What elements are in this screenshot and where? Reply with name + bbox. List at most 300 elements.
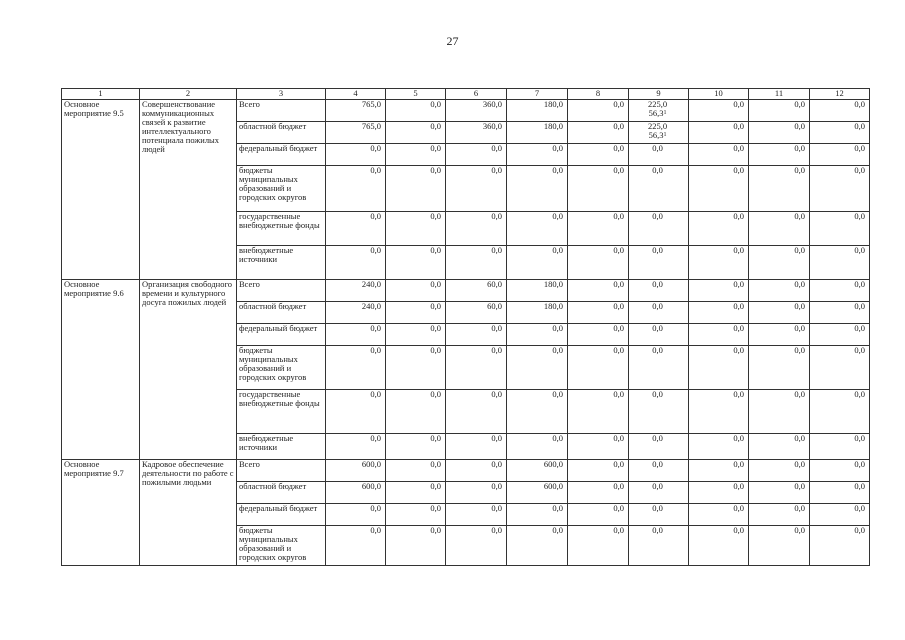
value-text: 0,0 xyxy=(613,279,624,289)
funding-source-cell: Всего xyxy=(237,280,326,302)
value-cell xyxy=(386,246,446,280)
value-text: 0,0 xyxy=(430,301,441,311)
event-name-cell: Кадровое обеспечение деятельности по работе с пожилыми людьми xyxy=(140,460,237,566)
value-cell xyxy=(568,302,629,324)
event-name-cell: Организация свободного времени и культурного досуга пожилых людей xyxy=(140,280,237,460)
value-text: 0,0 xyxy=(794,301,805,311)
header-row xyxy=(62,89,870,100)
value-cell xyxy=(446,122,507,144)
value-cell xyxy=(568,504,629,526)
value-text: 0,0 xyxy=(794,345,805,355)
value-cell xyxy=(689,302,749,324)
value-text: 600,0 xyxy=(543,481,563,491)
col-header: 12 xyxy=(810,89,870,100)
value-text: 0,0 xyxy=(491,323,502,333)
value-text: 0,0 xyxy=(613,433,624,443)
value-cell xyxy=(507,324,568,346)
value-cell xyxy=(386,460,446,482)
value-text: 0,0 xyxy=(430,143,441,153)
value-text: 0,0 xyxy=(613,165,624,175)
value-text: 0,0 xyxy=(733,245,744,255)
value-text: 0,0 xyxy=(491,245,502,255)
value-cell xyxy=(749,100,810,122)
value-cell xyxy=(810,144,870,166)
value-text: 0,0 xyxy=(794,481,805,491)
value-cell xyxy=(446,346,507,390)
table-row xyxy=(62,100,870,122)
value-text: 0,0 xyxy=(430,503,441,513)
value-extra xyxy=(631,131,684,140)
value-text: 0,0 xyxy=(430,459,441,469)
value-text: 0,0 xyxy=(733,503,744,513)
value-cell xyxy=(810,460,870,482)
value-text: 0,0 xyxy=(552,211,563,221)
value-cell xyxy=(629,482,689,504)
value-text: 180,0 xyxy=(543,99,563,109)
value-cell xyxy=(507,460,568,482)
value-text: 0,0 xyxy=(430,525,441,535)
value-cell xyxy=(507,434,568,460)
value-text: 0,0 xyxy=(430,121,441,131)
value-text: 0,0 xyxy=(613,301,624,311)
value-text: 0,0 xyxy=(794,121,805,131)
value-cell xyxy=(386,434,446,460)
value-text: 60,0 xyxy=(487,279,502,289)
value-cell xyxy=(326,504,386,526)
value-text: 0,0 xyxy=(552,143,563,153)
value-cell xyxy=(810,212,870,246)
value-cell xyxy=(326,302,386,324)
value-cell xyxy=(749,324,810,346)
value-text: 0,0 xyxy=(794,279,805,289)
value-cell xyxy=(629,122,689,144)
value-cell xyxy=(386,324,446,346)
value-text: 0,0 xyxy=(370,389,381,399)
value-cell xyxy=(810,302,870,324)
table-row xyxy=(62,280,870,302)
value-cell xyxy=(326,100,386,122)
value-cell xyxy=(689,246,749,280)
value-text: 360,0 xyxy=(482,121,502,131)
value-cell xyxy=(629,460,689,482)
value-text: 0,0 xyxy=(491,211,502,221)
value-text: 0,0 xyxy=(491,165,502,175)
value-text: 0,0 xyxy=(552,345,563,355)
value-cell xyxy=(386,526,446,566)
value-cell xyxy=(810,434,870,460)
value-text: 0,0 xyxy=(613,525,624,535)
value-text: 0,0 xyxy=(854,481,865,491)
col-header: 9 xyxy=(629,89,689,100)
value-cell xyxy=(507,100,568,122)
value-text: 0,0 xyxy=(430,245,441,255)
value-cell xyxy=(386,346,446,390)
value-cell xyxy=(749,212,810,246)
value-text: 0,0 xyxy=(794,211,805,221)
value-text: 0,0 xyxy=(794,433,805,443)
value-cell xyxy=(629,324,689,346)
value-text: 0,0 xyxy=(370,345,381,355)
value-text: 0,0 xyxy=(652,165,663,175)
value-cell xyxy=(749,526,810,566)
value-text: 0,0 xyxy=(652,245,663,255)
value-cell xyxy=(629,280,689,302)
value-text: 0,0 xyxy=(652,459,663,469)
value-cell xyxy=(689,434,749,460)
value-text: 0,0 xyxy=(491,525,502,535)
col-header: 8 xyxy=(568,89,629,100)
col-header: 11 xyxy=(749,89,810,100)
value-text: 0,0 xyxy=(652,345,663,355)
value-cell xyxy=(507,390,568,434)
value-cell xyxy=(749,280,810,302)
value-cell xyxy=(629,246,689,280)
value-cell xyxy=(386,302,446,324)
value-text: 0,0 xyxy=(430,345,441,355)
value-cell xyxy=(810,122,870,144)
value-text: 0,0 xyxy=(491,503,502,513)
value-cell xyxy=(689,212,749,246)
value-cell xyxy=(326,324,386,346)
value-text: 0,0 xyxy=(794,323,805,333)
value-cell xyxy=(810,482,870,504)
value-cell xyxy=(326,144,386,166)
value-cell xyxy=(326,246,386,280)
funding-source-cell: внебюджетные источники xyxy=(237,246,326,280)
value-cell xyxy=(446,482,507,504)
value-cell xyxy=(749,482,810,504)
value-cell xyxy=(507,166,568,212)
value-text: 0,0 xyxy=(854,143,865,153)
value-cell xyxy=(446,324,507,346)
footnote-mark: 1 xyxy=(663,132,667,138)
value-cell xyxy=(446,504,507,526)
value-text: 0,0 xyxy=(794,143,805,153)
value-cell xyxy=(689,390,749,434)
value-cell xyxy=(568,280,629,302)
value-cell xyxy=(749,390,810,434)
col-header: 10 xyxy=(689,89,749,100)
value-cell xyxy=(326,122,386,144)
value-cell xyxy=(810,280,870,302)
value-cell xyxy=(689,324,749,346)
value-cell xyxy=(446,166,507,212)
value-cell xyxy=(386,166,446,212)
value-text: 0,0 xyxy=(430,99,441,109)
value-cell xyxy=(568,346,629,390)
value-cell xyxy=(507,526,568,566)
value-cell xyxy=(386,504,446,526)
value-cell xyxy=(629,504,689,526)
value-cell xyxy=(689,460,749,482)
value-text: 0,0 xyxy=(370,525,381,535)
value-cell xyxy=(629,144,689,166)
value-text: 0,0 xyxy=(370,323,381,333)
value-cell xyxy=(568,390,629,434)
value-text: 0,0 xyxy=(733,279,744,289)
event-code-cell: Основное мероприятие 9.7 xyxy=(62,460,140,566)
value-cell xyxy=(568,482,629,504)
value-text: 0,0 xyxy=(854,165,865,175)
funding-source-cell: федеральный бюджет xyxy=(237,324,326,346)
value-text: 0,0 xyxy=(613,143,624,153)
value-text: 0,0 xyxy=(613,481,624,491)
value-cell xyxy=(446,246,507,280)
value-text: 0,0 xyxy=(552,245,563,255)
value-text: 600,0 xyxy=(543,459,563,469)
event-name-cell: Совершенствование коммуникационных связей к развитие интеллектуального потенциала пожилых людей xyxy=(140,100,237,280)
funding-source-cell: Всего xyxy=(237,460,326,482)
value-cell xyxy=(507,212,568,246)
value-text: 0,0 xyxy=(491,481,502,491)
value-text: 0,0 xyxy=(854,459,865,469)
value-text: 0,0 xyxy=(491,459,502,469)
value-text: 0,0 xyxy=(733,301,744,311)
value-cell xyxy=(749,434,810,460)
value-text: 0,0 xyxy=(854,525,865,535)
value-text: 180,0 xyxy=(543,121,563,131)
value-text: 0,0 xyxy=(613,99,624,109)
value-text: 0,0 xyxy=(733,389,744,399)
value-cell xyxy=(507,280,568,302)
value-text: 0,0 xyxy=(652,433,663,443)
value-cell xyxy=(749,166,810,212)
value-text: 0,0 xyxy=(733,323,744,333)
value-text: 0,0 xyxy=(794,99,805,109)
value-cell xyxy=(749,504,810,526)
value-text: 0,0 xyxy=(552,525,563,535)
value-text: 0,0 xyxy=(552,323,563,333)
value-cell xyxy=(446,144,507,166)
value-cell xyxy=(326,212,386,246)
value-cell xyxy=(749,122,810,144)
value-text: 0,0 xyxy=(370,165,381,175)
value-text: 0,0 xyxy=(733,433,744,443)
value-cell xyxy=(446,280,507,302)
value-cell xyxy=(810,100,870,122)
value-text: 0,0 xyxy=(370,433,381,443)
value-text: 0,0 xyxy=(613,211,624,221)
value-text: 765,0 xyxy=(361,99,381,109)
value-text: 180,0 xyxy=(543,279,563,289)
value-cell xyxy=(326,434,386,460)
value-cell xyxy=(446,434,507,460)
value-cell xyxy=(507,302,568,324)
value-text: 0,0 xyxy=(491,345,502,355)
value-text: 240,0 xyxy=(361,301,381,311)
value-cell xyxy=(629,346,689,390)
value-text: 765,0 xyxy=(361,121,381,131)
value-text: 0,0 xyxy=(854,99,865,109)
value-text: 0,0 xyxy=(652,301,663,311)
value-text: 60,0 xyxy=(487,301,502,311)
value-cell xyxy=(386,482,446,504)
value-cell xyxy=(507,246,568,280)
value-text: 0,0 xyxy=(733,525,744,535)
value-text: 0,0 xyxy=(854,389,865,399)
funding-source-cell: государственные внебюджетные фонды xyxy=(237,212,326,246)
value-text: 0,0 xyxy=(854,345,865,355)
value-cell xyxy=(446,526,507,566)
value-cell xyxy=(568,212,629,246)
col-header: 7 xyxy=(507,89,568,100)
value-text: 0,0 xyxy=(854,121,865,131)
value-cell xyxy=(568,144,629,166)
value-text: 0,0 xyxy=(733,345,744,355)
value-text: 0,0 xyxy=(430,323,441,333)
value-cell xyxy=(629,434,689,460)
value-text: 0,0 xyxy=(794,165,805,175)
value-cell xyxy=(568,460,629,482)
value-cell xyxy=(446,212,507,246)
value-cell xyxy=(446,100,507,122)
value-cell xyxy=(810,166,870,212)
value-text: 0,0 xyxy=(613,389,624,399)
value-text: 0,0 xyxy=(613,323,624,333)
value-text: 0,0 xyxy=(854,503,865,513)
value-text: 0,0 xyxy=(854,211,865,221)
value-cell xyxy=(629,390,689,434)
value-cell xyxy=(446,390,507,434)
value-cell xyxy=(689,144,749,166)
funding-source-cell: федеральный бюджет xyxy=(237,144,326,166)
funding-source-cell: бюджеты муниципальных образований и городских округов xyxy=(237,346,326,390)
value-cell xyxy=(326,482,386,504)
value-text: 0,0 xyxy=(491,389,502,399)
value-text: 0,0 xyxy=(430,211,441,221)
value-text: 360,0 xyxy=(482,99,502,109)
value-text: 0,0 xyxy=(794,503,805,513)
value-cell xyxy=(446,302,507,324)
value-cell xyxy=(629,302,689,324)
value-cell xyxy=(810,246,870,280)
value-text: 0,0 xyxy=(491,143,502,153)
value-cell xyxy=(568,434,629,460)
value-text: 240,0 xyxy=(361,279,381,289)
value-text: 0,0 xyxy=(613,245,624,255)
event-code-cell: Основное мероприятие 9.6 xyxy=(62,280,140,460)
value-cell xyxy=(810,346,870,390)
value-cell xyxy=(689,504,749,526)
value-text: 0,0 xyxy=(733,211,744,221)
value-text: 0,0 xyxy=(613,345,624,355)
value-text: 0,0 xyxy=(430,165,441,175)
value-cell xyxy=(810,324,870,346)
value-cell xyxy=(689,100,749,122)
funding-source-cell: бюджеты муниципальных образований и городских округов xyxy=(237,526,326,566)
value-cell xyxy=(568,166,629,212)
value-cell xyxy=(629,212,689,246)
value-cell xyxy=(749,460,810,482)
value-text: 180,0 xyxy=(543,301,563,311)
value-text: 0,0 xyxy=(733,143,744,153)
value-cell xyxy=(386,144,446,166)
funding-source-cell: государственные внебюджетные фонды xyxy=(237,390,326,434)
funding-source-cell: бюджеты муниципальных образований и городских округов xyxy=(237,166,326,212)
value-text: 600,0 xyxy=(361,459,381,469)
value-text: 0,0 xyxy=(430,389,441,399)
funding-source-cell: Всего xyxy=(237,100,326,122)
col-header: 2 xyxy=(140,89,237,100)
value-cell xyxy=(386,100,446,122)
value-text: 0,0 xyxy=(491,433,502,443)
value-text: 225,0 xyxy=(647,121,668,131)
value-cell xyxy=(689,280,749,302)
value-cell xyxy=(386,390,446,434)
value-text: 0,0 xyxy=(370,211,381,221)
value-cell xyxy=(749,302,810,324)
event-code-cell: Основное мероприятие 9.5 xyxy=(62,100,140,280)
value-cell xyxy=(386,122,446,144)
value-text: 0,0 xyxy=(552,165,563,175)
value-cell xyxy=(629,526,689,566)
value-cell xyxy=(446,460,507,482)
value-text: 0,0 xyxy=(733,165,744,175)
value-cell xyxy=(507,122,568,144)
value-text: 0,0 xyxy=(652,211,663,221)
value-text: 0,0 xyxy=(652,389,663,399)
value-cell xyxy=(689,122,749,144)
col-header: 5 xyxy=(386,89,446,100)
value-text: 0,0 xyxy=(794,389,805,399)
value-text: 0,0 xyxy=(652,525,663,535)
table-row xyxy=(62,460,870,482)
value-extra xyxy=(631,109,684,118)
value-text: 0,0 xyxy=(652,503,663,513)
value-text: 0,0 xyxy=(652,323,663,333)
value-text: 0,0 xyxy=(652,143,663,153)
value-text: 0,0 xyxy=(733,459,744,469)
value-cell xyxy=(568,324,629,346)
value-cell xyxy=(326,390,386,434)
value-text: 600,0 xyxy=(361,481,381,491)
col-header: 1 xyxy=(62,89,140,100)
value-text: 0,0 xyxy=(652,279,663,289)
col-header: 6 xyxy=(446,89,507,100)
value-text: 0,0 xyxy=(794,245,805,255)
value-cell xyxy=(749,246,810,280)
value-extra-text: 56,3 xyxy=(648,108,664,118)
value-text: 0,0 xyxy=(370,503,381,513)
value-cell xyxy=(810,390,870,434)
value-text: 0,0 xyxy=(854,323,865,333)
value-cell xyxy=(326,280,386,302)
budget-table xyxy=(61,88,870,566)
col-header: 3 xyxy=(237,89,326,100)
value-text: 0,0 xyxy=(552,433,563,443)
value-cell xyxy=(749,346,810,390)
funding-source-cell: областной бюджет xyxy=(237,482,326,504)
value-text: 0,0 xyxy=(854,433,865,443)
value-text: 0,0 xyxy=(733,121,744,131)
value-text: 0,0 xyxy=(370,143,381,153)
value-text: 0,0 xyxy=(430,433,441,443)
funding-source-cell: областной бюджет xyxy=(237,122,326,144)
value-cell xyxy=(689,526,749,566)
value-text: 0,0 xyxy=(613,459,624,469)
value-cell xyxy=(568,246,629,280)
value-cell xyxy=(689,166,749,212)
value-cell xyxy=(507,144,568,166)
value-text: 0,0 xyxy=(552,503,563,513)
value-cell xyxy=(810,504,870,526)
value-text: 0,0 xyxy=(430,279,441,289)
value-text: 225,0 xyxy=(647,99,668,109)
value-text: 0,0 xyxy=(552,389,563,399)
funding-source-cell: областной бюджет xyxy=(237,302,326,324)
footnote-mark: 1 xyxy=(663,110,667,116)
value-text: 0,0 xyxy=(733,481,744,491)
